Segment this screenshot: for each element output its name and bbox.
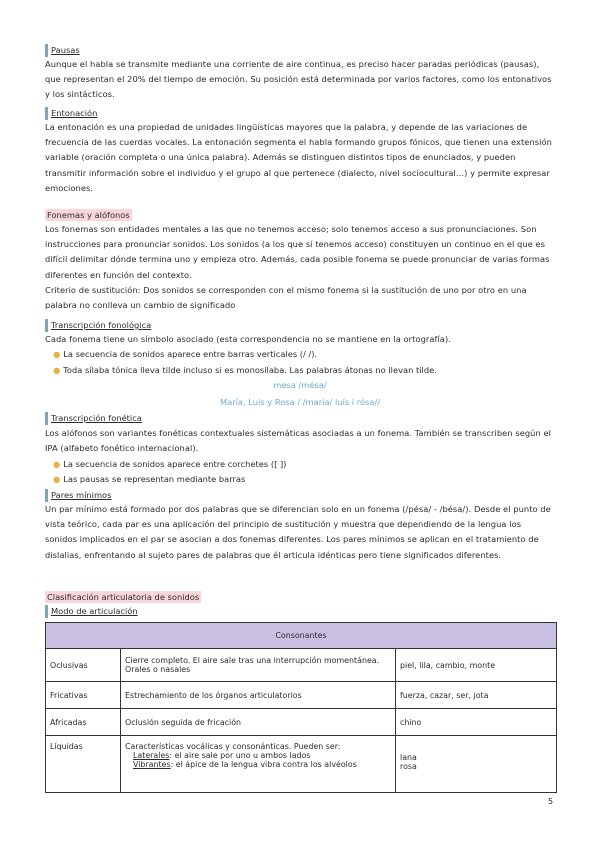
example-mesa: mesa /mésa/ bbox=[273, 380, 327, 390]
paragraph-entonacion: La entonación es una propiedad de unidades lingüísticas mayores que la palabra, y depende de las variaciones de frecuencia de las cuerdas vocales. La entonación segmenta el habla formando grupos fónicos, que tienen una extensión variable (oración completa o una única palabra). Además se distinguen distintos tipos de enunciados, y pueden transmitir información sobre el individuo y el grupo al que pertenece (dialecto, nivel sociocultural…) y permite expresar emociones. bbox=[45, 122, 552, 193]
cell-examples: fuerza, cazar, ser, jota bbox=[396, 682, 557, 709]
heading-modo-articulacion: Modo de articulación bbox=[45, 605, 138, 618]
laterales-text: : el aire sale por uno u ambos lados bbox=[169, 751, 311, 760]
heading-pares-minimos: Pares mínimos bbox=[45, 489, 111, 502]
vibrantes-label: Vibrantes bbox=[133, 760, 171, 769]
list-item: ● Toda sílaba tónica lleva tilde incluso si es monosílaba. Las palabras átonas no llevan tilde. bbox=[53, 365, 437, 375]
laterales-label: Laterales bbox=[133, 751, 170, 760]
heading-transcripcion-fonetica: Transcripción fonética bbox=[45, 412, 142, 425]
heading-pausas: Pausas bbox=[45, 44, 80, 57]
vibrantes-text: : el ápice de la lengua vibra contra los alvéolos bbox=[170, 760, 357, 769]
bullet-dot-icon: ● bbox=[53, 365, 61, 375]
table-header: Consonantes bbox=[46, 623, 557, 649]
cell-description: Estrechamiento de los órganos articulatorios bbox=[121, 682, 396, 709]
cell-name: Líquidas bbox=[46, 736, 121, 793]
heading-entonacion: Entonación bbox=[45, 107, 97, 120]
paragraph-transcripcion-fonologica: Cada fonema tiene un símbolo asociado (esta correspondencia no se mantiene en la ortografía). bbox=[45, 334, 451, 344]
example-rosa: rosa bbox=[400, 762, 417, 771]
list-item: ● Las pausas se representan mediante barras bbox=[53, 474, 246, 484]
table-row bbox=[46, 649, 557, 682]
bullet-dot-icon: ● bbox=[53, 474, 61, 484]
example-lana: lana bbox=[400, 753, 417, 762]
example-maria: María, Luis y Rosa / /maría/ luís i rósa// bbox=[219, 397, 381, 407]
laterales-line bbox=[125, 751, 391, 760]
cell-description: Cierre completo. El aire sale tras una interrupción momentánea. Orales o nasales bbox=[121, 649, 396, 682]
cell-name: Africadas bbox=[46, 709, 121, 736]
cell-examples: piel, lila, cambio, monte bbox=[396, 649, 557, 682]
table-row bbox=[46, 709, 557, 736]
cell-name: Oclusivas bbox=[46, 649, 121, 682]
bullet-dot-icon: ● bbox=[53, 459, 61, 469]
cell-examples: chino bbox=[396, 709, 557, 736]
cell-description bbox=[121, 736, 396, 793]
bullet-dot-icon: ● bbox=[53, 349, 61, 359]
list-item: ● La secuencia de sonidos aparece entre corchetes ([ ]) bbox=[53, 459, 287, 469]
liquidas-intro: Características vocálicas y consonánticas. Pueden ser: bbox=[125, 742, 341, 751]
page-number: 5 bbox=[548, 797, 554, 806]
paragraph-transcripcion-fonetica: Los alófonos son variantes fonéticas contextuales sistemáticas asociadas a un fonema. También se transcriben según el IPA (alfabeto fonético internacional). bbox=[45, 428, 551, 454]
heading-clasificacion: Clasificación articulatoria de sonidos bbox=[47, 592, 200, 602]
vibrantes-line bbox=[125, 760, 391, 769]
heading-transcripcion-fonologica: Transcripción fonológica bbox=[45, 319, 151, 332]
paragraph-pares-minimos: Un par mínimo está formado por dos palabras que se diferencian solo en un fonema (/pésa/ - /bésa/). Desde el punto de vista teórico, cada par es una aplicación del principio de sustitución y muestra que dependiendo de la lengua los sonidos implicados en el par se asocian a dos fonemas diferentes. Los pares mínimos se aplican en el tratamiento de dislalias, enfrentando al sujeto pares de palabras que él articula idénticas pero tiene significados diferentes. bbox=[45, 504, 551, 560]
cell-name: Fricativas bbox=[46, 682, 121, 709]
cell-examples bbox=[396, 736, 557, 793]
table-row bbox=[46, 736, 557, 793]
paragraph-criterio: Criterio de sustitución: Dos sonidos se corresponden con el mismo fonema si la sustitución de uno por otro en una palabra no conlleva un cambio de significado bbox=[45, 285, 527, 311]
cell-description: Oclusión seguida de fricación bbox=[121, 709, 396, 736]
table-row bbox=[46, 682, 557, 709]
paragraph-pausas: Aunque el habla se transmite mediante una corriente de aire continua, es preciso hacer paradas periódicas (pausas), que representan el 20% del tiempo de emoción. Su posición está determinada por varios factores, como los entonativos y los sintácticos. bbox=[45, 59, 552, 100]
paragraph-fonemas: Los fonemas son entidades mentales a las que no tenemos acceso; solo tenemos acceso a sus pronunciaciones. Son instrucciones para pronunciar sonidos. Los sonidos (a los que sí tenemos acceso) constituyen un continuo en el que es difícil delimitar dónde termina uno y empieza otro. Además, cada posible fonema se puede pronunciar de varias formas diferentes en función del contexto. bbox=[45, 224, 550, 280]
consonant-table bbox=[45, 622, 557, 793]
heading-fonemas: Fonemas y alófonos bbox=[47, 210, 130, 220]
list-item: ● La secuencia de sonidos aparece entre barras verticales (/ /). bbox=[53, 349, 318, 359]
